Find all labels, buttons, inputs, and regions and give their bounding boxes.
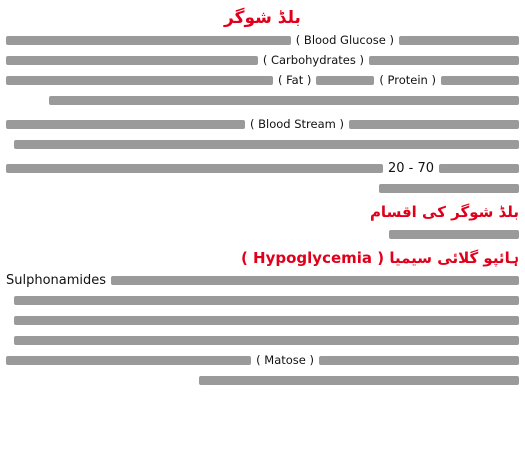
urdu-text-placeholder [439,164,519,173]
term-carbohydrates: ( Carbohydrates ) [262,53,364,67]
urdu-text-placeholder [14,140,519,149]
hypoglycemia-heading [6,246,519,270]
urdu-text-placeholder [49,96,519,105]
urdu-text-placeholder [14,336,519,345]
text-line [6,370,519,390]
hypoglycemia-heading-urdu: ہائپو گلائی سیمیا [389,249,519,267]
term-protein: ( Protein ) [379,73,436,87]
text-line [6,290,519,310]
text-line [6,330,519,350]
types-heading: بلڈ شوگر کی اقسام [369,203,519,221]
urdu-text-placeholder [349,120,519,129]
term-matose: ( Matose ) [256,353,314,367]
urdu-text-placeholder [379,184,519,193]
text-line [6,114,519,134]
text-line [6,30,519,50]
urdu-text-placeholder [369,56,519,65]
term-blood-glucose: ( Blood Glucose ) [295,33,394,47]
text-line [6,134,519,154]
urdu-text-placeholder [6,56,258,65]
urdu-text-placeholder [6,76,273,85]
urdu-text-placeholder [319,356,519,365]
text-line [6,350,519,370]
urdu-text-placeholder [399,36,519,45]
term-sulphonamides: Sulphonamides [6,272,107,288]
text-line [6,70,519,90]
urdu-text-placeholder [199,376,519,385]
urdu-text-placeholder [6,36,291,45]
urdu-text-placeholder [111,276,519,285]
urdu-text-placeholder [316,76,374,85]
text-line [6,50,519,70]
urdu-text-placeholder [6,164,383,173]
text-line [6,310,519,330]
text-line [6,90,519,110]
urdu-text-placeholder [6,356,251,365]
term-range: 20 - 70 [387,160,434,176]
text-line [6,158,519,178]
term-blood-stream: ( Blood Stream ) [249,117,344,131]
urdu-text-placeholder [6,120,245,129]
urdu-text-placeholder [14,296,519,305]
text-line [6,270,519,290]
hypoglycemia-heading-latin: ( Hypoglycemia ) [240,249,385,267]
urdu-text-placeholder [441,76,519,85]
text-line [6,178,519,198]
urdu-text-placeholder [389,230,519,239]
title-heading: بلڈ شوگر [224,8,301,28]
text-line [6,224,519,244]
urdu-text-placeholder [14,316,519,325]
term-fat: ( Fat ) [277,73,312,87]
